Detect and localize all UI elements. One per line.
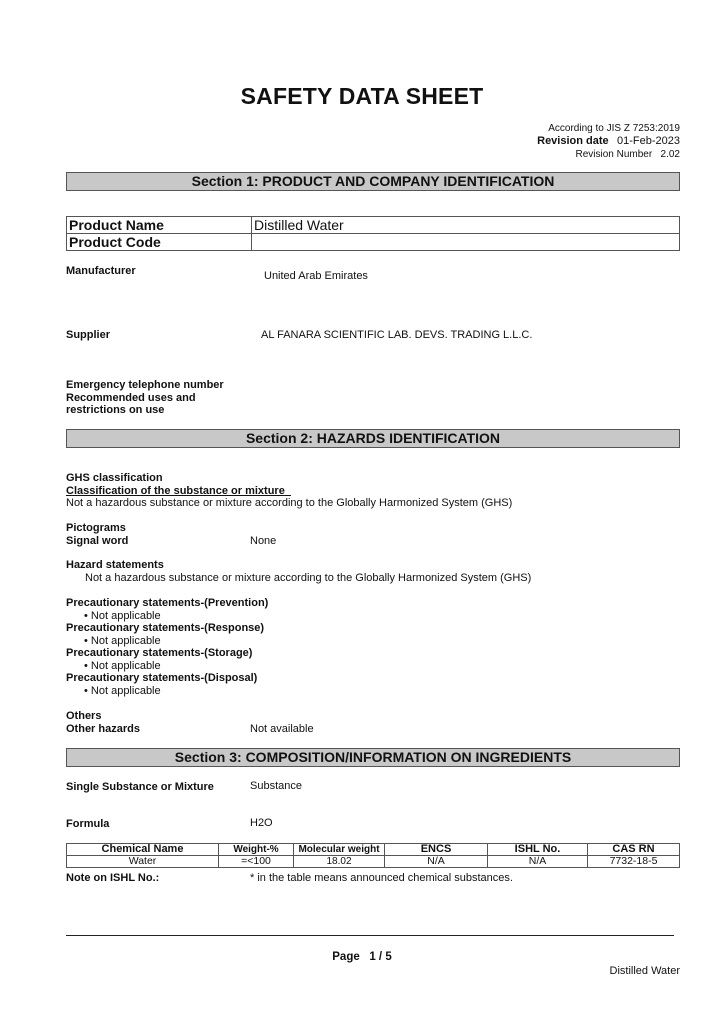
- ishl-note-label: Note on ISHL No.:: [66, 872, 160, 884]
- revision-date-line: [537, 135, 680, 148]
- others-label: Others: [66, 710, 102, 722]
- footer-product-name: Distilled Water: [609, 965, 680, 977]
- column-header-chemical-name: Chemical Name: [67, 844, 219, 856]
- column-header-encs: ENCS: [385, 844, 488, 856]
- column-header-molecular-weight: Molecular weight: [294, 844, 385, 856]
- precautionary-response-item: • Not applicable: [84, 635, 161, 647]
- precautionary-response-label: Precautionary statements-(Response): [66, 622, 265, 634]
- recommended-uses-label-line1: Recommended uses and: [66, 392, 196, 404]
- precautionary-storage-label: Precautionary statements-(Storage): [66, 647, 253, 659]
- signal-word-value: None: [250, 535, 277, 547]
- other-hazards-label: Other hazards: [66, 723, 140, 735]
- cell-chemical-name: Water: [67, 856, 219, 868]
- product-name-row: [67, 217, 680, 234]
- product-code-row: [67, 234, 680, 251]
- cell-molecular-weight: 18.02: [294, 856, 385, 868]
- precautionary-prevention-label: Precautionary statements-(Prevention): [66, 597, 269, 609]
- column-header-weight-percent: Weight-%: [219, 844, 294, 856]
- revision-number-label: Revision Number: [575, 149, 653, 160]
- product-code-label: Product Code: [67, 234, 252, 251]
- revision-number-line: [537, 148, 680, 161]
- revision-date-value: 01-Feb-2023: [617, 135, 680, 147]
- classification-heading-text: Classification of the substance or mixture: [66, 485, 285, 497]
- cell-weight-percent: =<100: [219, 856, 294, 868]
- precautionary-prevention-item: • Not applicable: [84, 610, 161, 622]
- product-code-value: [252, 234, 680, 251]
- footer-divider: [66, 935, 674, 936]
- column-header-ishl-no: ISHL No.: [488, 844, 588, 856]
- formula-label: Formula: [66, 818, 110, 830]
- cell-encs: N/A: [385, 856, 488, 868]
- substance-or-mixture-value: Substance: [250, 780, 302, 792]
- revision-block: [537, 122, 680, 161]
- page-number: Page 1 / 5: [332, 951, 392, 963]
- standard-reference: According to JIS Z 7253:2019: [548, 123, 680, 134]
- hazard-statements-text: Not a hazardous substance or mixture according to the Globally Harmonized System (GHS): [85, 572, 532, 584]
- emergency-telephone-label: Emergency telephone number: [66, 379, 224, 391]
- revision-date-label: Revision date: [537, 135, 609, 147]
- product-name-value: Distilled Water: [252, 217, 680, 234]
- document-title: SAFETY DATA SHEET: [240, 83, 484, 109]
- other-hazards-value: Not available: [250, 723, 314, 735]
- signal-word-label: Signal word: [66, 535, 129, 547]
- substance-or-mixture-label: Single Substance or Mixture: [66, 781, 214, 793]
- cell-ishl-no: N/A: [488, 856, 588, 868]
- section-3-header: Section 3: COMPOSITION/INFORMATION ON INGREDIENTS: [66, 748, 680, 767]
- composition-table: [66, 843, 680, 868]
- manufacturer-label: Manufacturer: [66, 265, 136, 277]
- section-2-header: Section 2: HAZARDS IDENTIFICATION: [66, 429, 680, 448]
- formula-value: H2O: [250, 817, 273, 829]
- classification-text: Not a hazardous substance or mixture according to the Globally Harmonized System (GHS): [66, 497, 513, 509]
- supplier-value: AL FANARA SCIENTIFIC LAB. DEVS. TRADING L.L.C.: [261, 329, 533, 341]
- precautionary-storage-item: • Not applicable: [84, 660, 161, 672]
- product-identification-table: [66, 216, 680, 251]
- section-1-header: Section 1: PRODUCT AND COMPANY IDENTIFICATION: [66, 172, 680, 191]
- product-name-label: Product Name: [67, 217, 252, 234]
- ishl-note-text: * in the table means announced chemical substances.: [250, 872, 513, 884]
- cell-cas-rn: 7732-18-5: [588, 856, 680, 868]
- column-header-cas-rn: CAS RN: [588, 844, 680, 856]
- revision-number-value: 2.02: [660, 149, 680, 160]
- precautionary-disposal-item: • Not applicable: [84, 685, 161, 697]
- supplier-label: Supplier: [66, 329, 111, 341]
- hazard-statements-label: Hazard statements: [66, 559, 164, 571]
- recommended-uses-label-line2: restrictions on use: [66, 404, 165, 416]
- pictograms-label: Pictograms: [66, 522, 126, 534]
- table-row: [67, 856, 680, 868]
- precautionary-disposal-label: Precautionary statements-(Disposal): [66, 672, 258, 684]
- manufacturer-value: United Arab Emirates: [264, 270, 368, 282]
- composition-table-header-row: [67, 844, 680, 856]
- ghs-classification-label: GHS classification: [66, 472, 163, 484]
